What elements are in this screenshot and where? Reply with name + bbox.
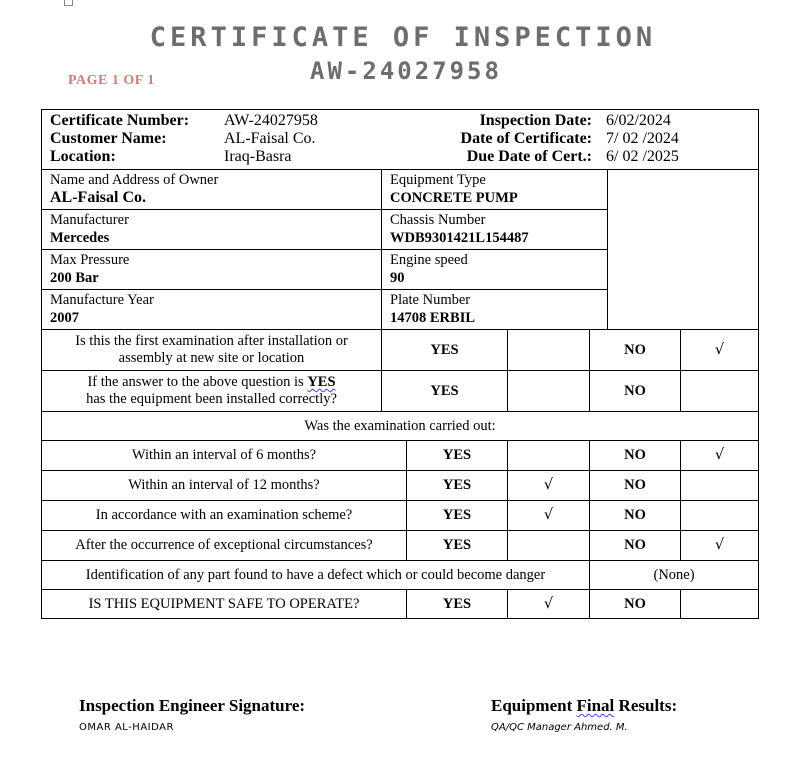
document-subtitle: AW-24027958	[310, 57, 502, 85]
question-1-yes: YES	[382, 330, 508, 371]
question-6-no-check: √	[681, 531, 759, 561]
question-1	[42, 330, 382, 371]
page-label: PAGE 1 OF 1	[68, 73, 155, 88]
chassis-cell	[382, 210, 608, 250]
question-5-no: NO	[590, 501, 681, 531]
final-results-block	[491, 696, 677, 733]
chassis-label: Chassis Number	[390, 212, 486, 228]
question-2-no: NO	[590, 371, 681, 412]
manufacturer-value: Mercedes	[50, 230, 110, 246]
manager-name: QA/QC Manager Ahmed. M.	[491, 722, 628, 733]
header-row	[42, 110, 759, 170]
equipment-type-label: Equipment Type	[390, 172, 486, 188]
question-6: After the occurrence of exceptional circumstances?	[42, 531, 407, 561]
question-7: Identification of any part found to have a defect which or could become danger	[42, 561, 590, 590]
owner-label: Name and Address of Owner	[50, 172, 219, 188]
blank-info-cell	[608, 170, 759, 330]
location-label: Location:	[50, 148, 116, 165]
chassis-value: WDB9301421L154487	[390, 230, 529, 246]
question-row-3	[42, 441, 759, 471]
due-date-label: Due Date of Cert.:	[466, 148, 592, 165]
equipment-type-cell	[382, 170, 608, 210]
engine-speed-cell	[382, 250, 608, 290]
cert-number-label: Certificate Number:	[50, 112, 190, 129]
question-1-no: NO	[590, 330, 681, 371]
engine-speed-label: Engine speed	[390, 252, 468, 268]
question-8: IS THIS EQUIPMENT SAFE TO OPERATE?	[42, 590, 407, 619]
question-1-line-2: assembly at new site or location	[118, 350, 305, 366]
header-block	[42, 110, 758, 169]
document-title: CERTIFICATE OF INSPECTION	[149, 22, 657, 53]
question-1-no-check: √	[681, 330, 759, 371]
question-2	[42, 371, 382, 412]
manufacture-year-value: 2007	[50, 310, 79, 326]
final-results-title-pre: Equipment	[491, 696, 577, 715]
plate-label: Plate Number	[390, 292, 471, 308]
question-3-no: NO	[590, 441, 681, 471]
question-1-yes-check	[508, 330, 590, 371]
question-row-2	[42, 371, 759, 412]
question-6-no: NO	[590, 531, 681, 561]
question-1-line-1: Is this the first examination after installation or	[75, 333, 348, 349]
engineer-signature-title: Inspection Engineer Signature:	[79, 696, 306, 715]
cert-number-value: AW-24027958	[224, 112, 318, 129]
question-5-yes-check: √	[508, 501, 590, 531]
question-4-yes: YES	[407, 471, 508, 501]
question-row-7	[42, 561, 759, 590]
engine-speed-value: 90	[390, 270, 405, 286]
manufacturer-cell	[42, 210, 382, 250]
manufacturer-label: Manufacturer	[50, 212, 129, 228]
question-row-5	[42, 501, 759, 531]
inspection-date-value: 6/02/2024	[606, 112, 671, 129]
max-pressure-label: Max Pressure	[50, 252, 130, 268]
question-8-no: NO	[590, 590, 681, 619]
equipment-type-value: CONCRETE PUMP	[390, 190, 518, 206]
section-heading-row	[42, 412, 759, 441]
customer-value: AL-Faisal Co.	[224, 130, 316, 147]
question-6-yes-check	[508, 531, 590, 561]
question-2-no-check	[681, 371, 759, 412]
owner-value: AL-Faisal Co.	[50, 189, 146, 206]
inspection-date-label: Inspection Date:	[479, 112, 592, 129]
question-5: In accordance with an examination scheme?	[42, 501, 407, 531]
question-3-yes-check	[508, 441, 590, 471]
question-5-no-check	[681, 501, 759, 531]
max-pressure-value: 200 Bar	[50, 270, 99, 286]
question-8-no-check	[681, 590, 759, 619]
question-5-yes: YES	[407, 501, 508, 531]
question-8-yes: YES	[407, 590, 508, 619]
question-2-yes: YES	[382, 371, 508, 412]
question-7-answer: (None)	[590, 561, 759, 590]
info-row-owner	[42, 170, 759, 210]
date-of-cert-value: 7/ 02 /2024	[606, 130, 679, 147]
question-2-yes-check	[508, 371, 590, 412]
question-row-4	[42, 471, 759, 501]
question-8-yes-check: √	[508, 590, 590, 619]
manufacture-year-cell	[42, 290, 382, 330]
question-row-1	[42, 330, 759, 371]
question-row-8	[42, 590, 759, 619]
question-6-yes: YES	[407, 531, 508, 561]
certificate-table	[41, 109, 759, 619]
question-4-no-check	[681, 471, 759, 501]
final-results-title-post: Results:	[614, 696, 678, 715]
engineer-signature-block	[79, 696, 305, 733]
question-2-yes-word: YES	[307, 374, 336, 390]
question-4-yes-check: √	[508, 471, 590, 501]
manufacture-year-label: Manufacture Year	[50, 292, 154, 308]
question-2-line-2: has the equipment been installed correctly?	[86, 391, 337, 407]
page-corner-mark	[64, 0, 73, 6]
date-of-cert-label: Date of Certificate:	[460, 130, 592, 147]
owner-cell	[42, 170, 382, 210]
engineer-name: OMAR AL-HAIDAR	[79, 722, 174, 733]
question-4: Within an interval of 12 months?	[42, 471, 407, 501]
customer-label: Customer Name:	[50, 130, 167, 147]
question-3: Within an interval of 6 months?	[42, 441, 407, 471]
question-row-6	[42, 531, 759, 561]
question-4-no: NO	[590, 471, 681, 501]
section-heading: Was the examination carried out:	[42, 412, 759, 441]
question-2-line-1: If the answer to the above question is	[87, 374, 308, 390]
question-3-yes: YES	[407, 441, 508, 471]
location-value: Iraq-Basra	[224, 148, 292, 165]
question-3-no-check: √	[681, 441, 759, 471]
final-results-title-final: Final	[576, 696, 615, 715]
max-pressure-cell	[42, 250, 382, 290]
due-date-value: 6/ 02 /2025	[606, 148, 679, 165]
plate-value: 14708 ERBIL	[390, 310, 476, 326]
plate-cell	[382, 290, 608, 330]
final-results-title	[491, 696, 677, 716]
